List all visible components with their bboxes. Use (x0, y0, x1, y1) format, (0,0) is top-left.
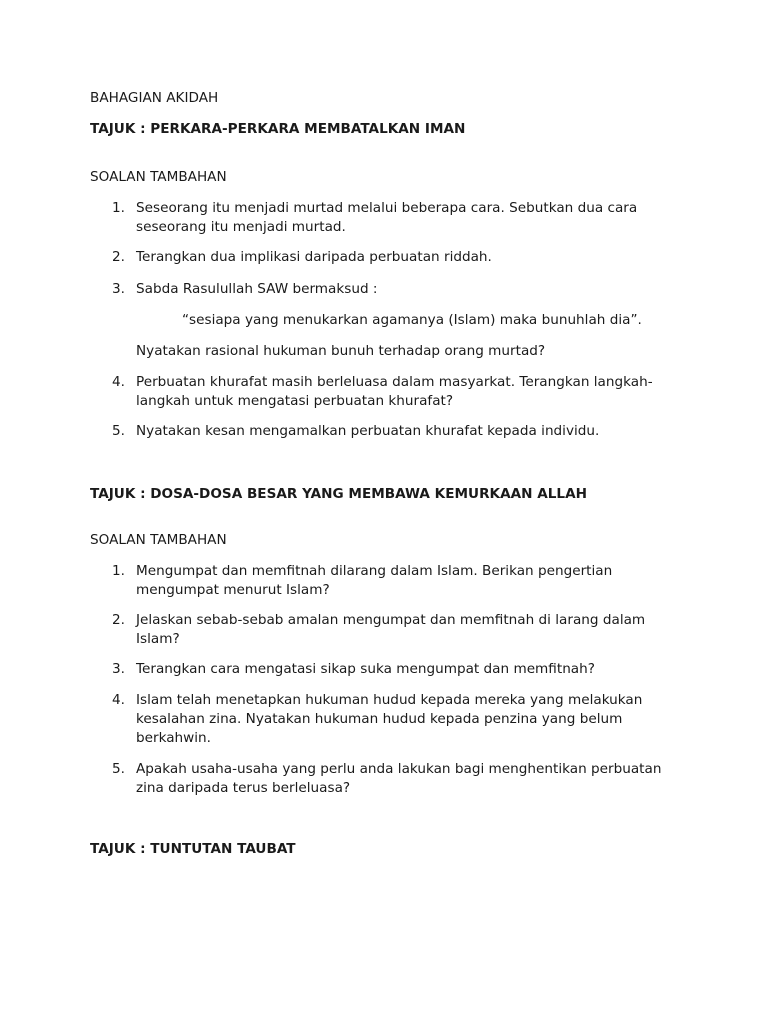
question-text: Apakah usaha-usaha yang perlu anda lakukan bagi menghentikan perbuatan zina daripada terus berleluasa? (136, 761, 662, 796)
section-title: TAJUK : TUNTUTAN TAUBAT (90, 841, 296, 857)
question-number: 2. (112, 612, 125, 628)
question-number: 3. (112, 281, 125, 297)
document-heading: BAHAGIAN AKIDAH (90, 90, 219, 106)
question-text: Terangkan cara mengatasi sikap suka mengumpat dan memfitnah? (136, 661, 595, 677)
question-number: 2. (112, 249, 125, 265)
question-number: 1. (112, 200, 125, 216)
question-number: 4. (112, 692, 125, 708)
question-text: Sabda Rasulullah SAW bermaksud : (136, 281, 378, 297)
section-title: TAJUK : DOSA-DOSA BESAR YANG MEMBAWA KEMURKAAN ALLAH (90, 486, 587, 502)
question-text: Mengumpat dan memfitnah dilarang dalam Islam. Berikan pengertian mengumpat menurut Islam? (136, 563, 613, 598)
question-text: Nyatakan kesan mengamalkan perbuatan khurafat kepada individu. (136, 423, 600, 439)
section-title: TAJUK : PERKARA-PERKARA MEMBATALKAN IMAN (90, 121, 466, 137)
section-subheading: SOALAN TAMBAHAN (90, 169, 227, 185)
hadith-quote: “sesiapa yang menukarkan agamanya (Islam) maka bunuhlah dia”. (182, 312, 642, 328)
question-number: 3. (112, 661, 125, 677)
question-number: 1. (112, 563, 125, 579)
question-text: Perbuatan khurafat masih berleluasa dalam masyarkat. Terangkan langkah-langkah untuk mengatasi perbuatan khurafat? (136, 374, 653, 409)
section-subheading: SOALAN TAMBAHAN (90, 532, 227, 548)
question-text: Jelaskan sebab-sebab amalan mengumpat dan memfitnah di larang dalam Islam? (136, 612, 646, 647)
question-number: 5. (112, 761, 125, 777)
question-text: Seseorang itu menjadi murtad melalui beberapa cara. Sebutkan dua cara seseorang itu menjadi murtad. (136, 200, 638, 235)
question-number: 4. (112, 374, 125, 390)
question-number: 5. (112, 423, 125, 439)
question-text: Terangkan dua implikasi daripada perbuatan riddah. (136, 249, 492, 265)
question-followup: Nyatakan rasional hukuman bunuh terhadap orang murtad? (136, 343, 546, 359)
question-text: Islam telah menetapkan hukuman hudud kepada mereka yang melakukan kesalahan zina. Nyatakan hukuman hudud kepada penzina yang belum berkahwin. (136, 692, 643, 746)
